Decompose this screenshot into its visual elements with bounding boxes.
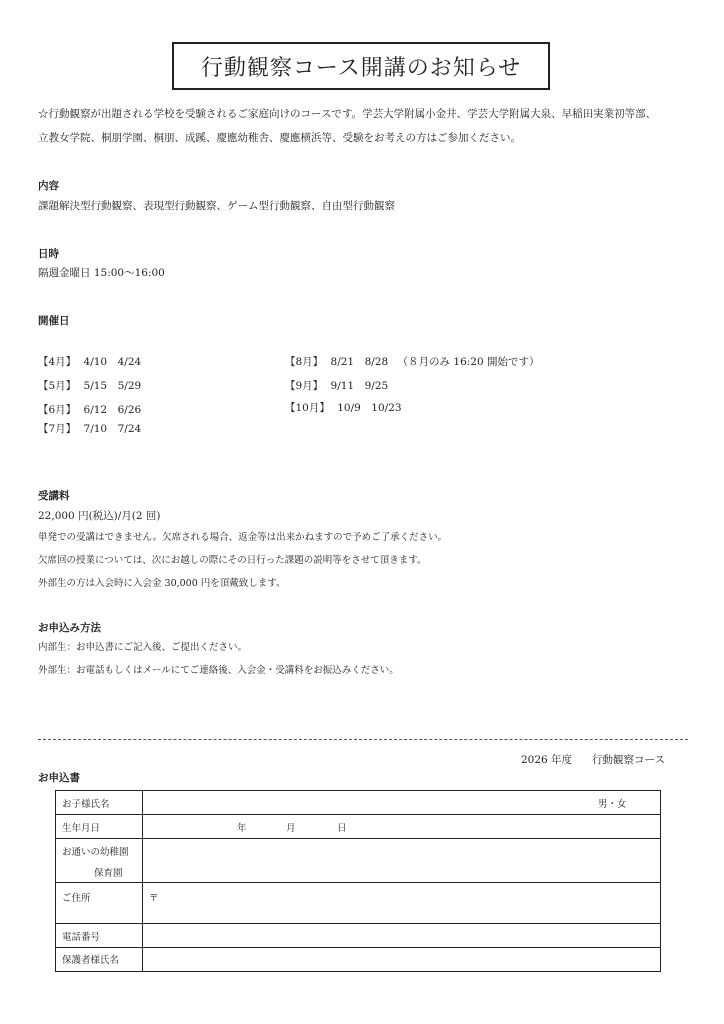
form-heading: お申込書	[38, 772, 80, 784]
schedule-month: 【10月】	[285, 402, 330, 414]
schedule-left-row	[38, 419, 141, 439]
schedule-note: （８月のみ 16:20 開始です）	[397, 356, 540, 368]
schedule-month: 【8月】	[285, 356, 324, 368]
schedule-dates: 6/12 6/26	[83, 404, 142, 416]
schedule-right-row	[285, 398, 402, 418]
cut-line	[38, 739, 688, 740]
form-course: 行動観察コース	[592, 754, 665, 766]
address-label: ご住所	[62, 893, 91, 904]
schedule-month: 【9月】	[285, 380, 324, 392]
apply-external: 外部生：お電話もしくはメールにてご連絡後、入会金・受講料をお振込みください。	[38, 665, 399, 676]
content-text: 課題解決型行動観察、表現型行動観察、ゲーム型行動観察、自由型行動観察	[38, 200, 395, 212]
schedule-dates: 9/11 9/25	[330, 380, 389, 392]
phone-label: 電話番号	[62, 932, 101, 943]
schedule-dates: 4/10 4/24	[83, 356, 142, 368]
gender-field[interactable]: 男・女	[598, 799, 627, 810]
schedule-dates: 7/10 7/24	[83, 423, 142, 435]
schedule-right-row	[285, 376, 388, 396]
schedule-right-row	[285, 352, 539, 372]
schedule-dates: 8/21 8/28	[330, 356, 389, 368]
form-row-guardian	[56, 948, 660, 970]
nursery-label: 保育園	[94, 868, 123, 879]
schedule-month: 【4月】	[38, 356, 77, 368]
fee-price: 22,000 円(税込)/月(2 回)	[38, 510, 161, 522]
form-row-child-name	[56, 791, 660, 815]
schedule-month: 【6月】	[38, 404, 77, 416]
content-heading: 内容	[38, 180, 59, 192]
fee-heading: 受講料	[38, 490, 70, 502]
child-name-label: お子様氏名	[62, 799, 110, 810]
fee-note-2: 欠席回の授業については、次にお越しの際にその日行った課題の説明等をさせて頂きます。	[38, 555, 427, 566]
schedule-dates: 5/15 5/29	[83, 380, 142, 392]
guardian-label: 保護者様氏名	[62, 955, 120, 966]
birthday-year-unit: 年	[237, 823, 247, 834]
page-title: 行動観察コース開講のお知らせ	[172, 42, 550, 90]
intro-line-2: 立教女学院、桐朋学園、桐朋、成蹊、慶應幼稚舎、慶應横浜等、受験をお考えの方はご参加ください。	[38, 132, 521, 144]
form-row-birthday	[56, 815, 660, 839]
birthday-day-unit: 日	[337, 823, 347, 834]
datetime-heading: 日時	[38, 248, 59, 260]
form-row-phone	[56, 924, 660, 948]
birthday-month-unit: 月	[286, 823, 296, 834]
schedule-month: 【5月】	[38, 380, 77, 392]
schedule-left-row	[38, 400, 141, 420]
schedule-left-row	[38, 352, 141, 372]
form-row-address	[56, 883, 660, 924]
schedule-left-row	[38, 376, 141, 396]
application-form-table	[55, 790, 661, 972]
schedule-heading: 開催日	[38, 315, 70, 327]
fee-note-1: 単発での受講はできません。欠席される場合、返金等は出来かねますので予めご了承ください。	[38, 532, 448, 543]
form-row-kindergarten	[56, 839, 660, 883]
apply-internal: 内部生：お申込書にご記入後、ご提出ください。	[38, 642, 248, 653]
kindergarten-label: お通いの幼稚園	[62, 847, 129, 858]
intro-line-1: ☆行動観察が出題される学校を受験されるご家庭向けのコースです。学芸大学附属小金井、学芸大学附属大泉、早稲田実業初等部、	[38, 108, 657, 120]
schedule-dates: 10/9 10/23	[337, 402, 402, 414]
form-year: 2026 年度	[521, 754, 573, 766]
birthday-label: 生年月日	[62, 823, 101, 834]
postal-mark: 〒	[149, 893, 159, 904]
schedule-month: 【7月】	[38, 423, 77, 435]
apply-heading: お申込み方法	[38, 622, 101, 634]
fee-note-3: 外部生の方は入会時に入会金 30,000 円を頂戴致します。	[38, 578, 286, 589]
datetime-text: 隔週金曜日 15:00〜16:00	[38, 267, 165, 279]
